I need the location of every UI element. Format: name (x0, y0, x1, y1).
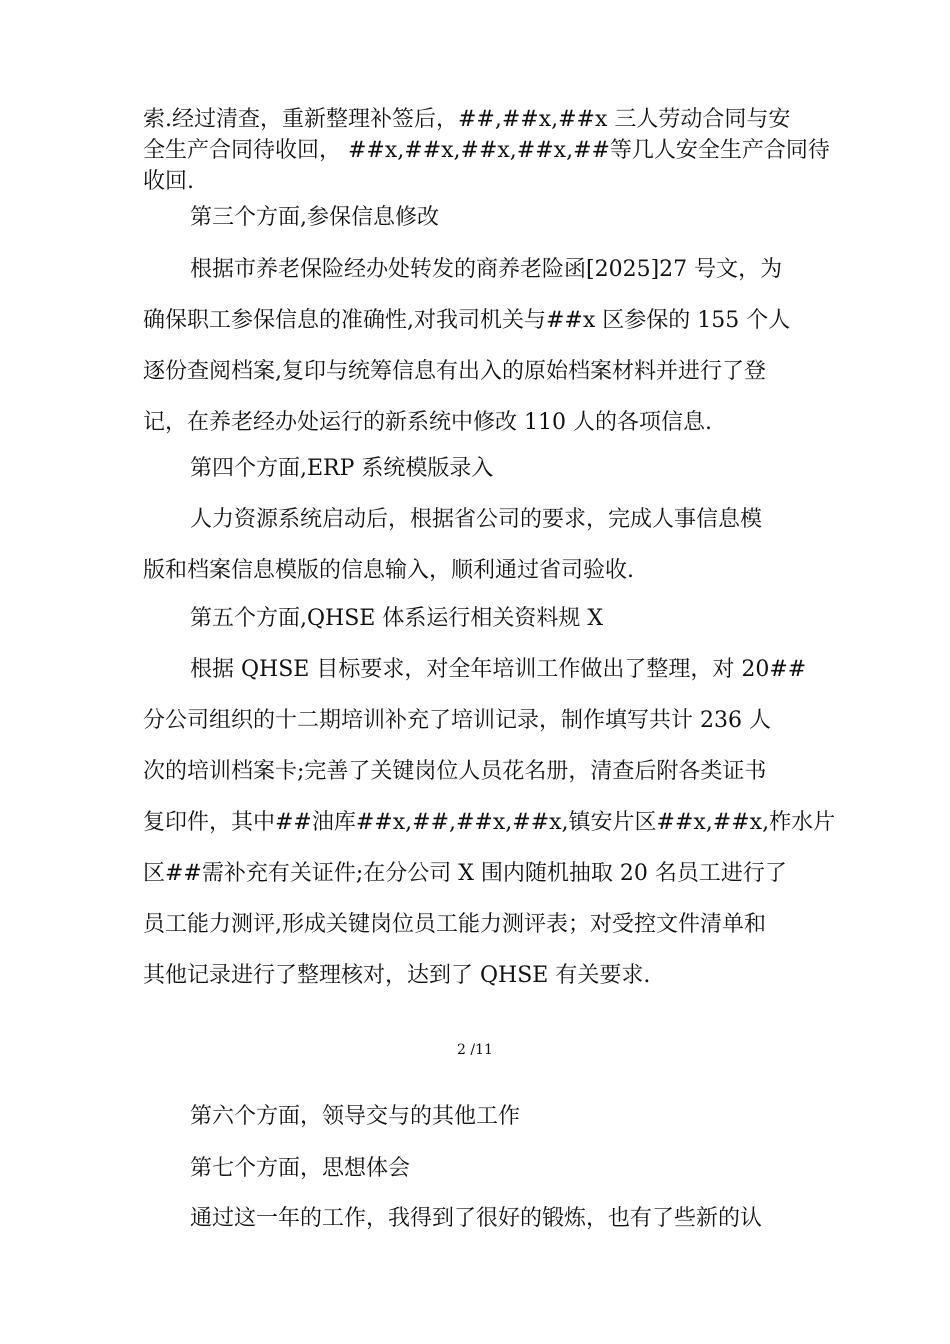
text-line: 版和档案信息模版的信息输入，顺利通过省司验收. (143, 558, 634, 583)
text-line: 员工能力测评,形成关键岗位员工能力测评表；对受控文件清单和 (143, 912, 766, 937)
section-heading-6: 第六个方面，领导交与的其他工作 (190, 1104, 521, 1129)
section-heading-3: 第三个方面,参保信息修改 (190, 205, 439, 230)
text-line: 其他记录进行了整理核对，达到了 QHSE 有关要求. (143, 963, 651, 988)
text-line: 分公司组织的十二期培训补充了培训记录，制作填写共计 236 人 (143, 708, 771, 733)
text-line: 根据市养老保险经办处转发的商养老险函[2025]27 号文，为 (190, 257, 783, 282)
section-heading-7: 第七个方面，思想体会 (190, 1156, 411, 1181)
text-line: 收回. (143, 169, 194, 194)
text-line: 全生产合同待收回， ##x,##x,##x,##x,##等几人安全生产合同待 (143, 138, 830, 163)
section-heading-5: 第五个方面,QHSE 体系运行相关资料规 X (190, 606, 603, 631)
text-line: 根据 QHSE 目标要求，对全年培训工作做出了整理，对 20## (190, 657, 807, 682)
section-heading-4: 第四个方面,ERP 系统模版录入 (190, 456, 494, 481)
paragraph-section-4 (143, 504, 823, 606)
text-line: 区##需补充有关证件;在分公司 X 围内随机抽取 20 名员工进行了 (143, 861, 787, 886)
paragraph-section-3 (143, 254, 823, 458)
continuation-paragraph (143, 104, 830, 197)
paragraph-section-7 (143, 1203, 823, 1254)
text-line: 人力资源系统启动后，根据省公司的要求，完成人事信息模 (190, 507, 763, 532)
paragraph-section-5 (143, 654, 836, 1011)
text-line: 通过这一年的工作，我得到了很好的锻炼，也有了些新的认 (190, 1206, 763, 1231)
text-line: 索.经过清查，重新整理补签后，##,##x,##x 三人劳动合同与安 (143, 107, 791, 132)
text-line: 记，在养老经办处运行的新系统中修改 110 人的各项信息. (143, 410, 712, 435)
text-line: 次的培训档案卡;完善了关键岗位人员花名册，清查后附各类证书 (143, 759, 767, 784)
text-line: 逐份查阅档案,复印与统筹信息有出入的原始档案材料并进行了登 (143, 359, 766, 384)
text-line: 确保职工参保信息的准确性,对我司机关与##x 区参保的 155 个人 (143, 308, 791, 333)
text-line: 复印件，其中##油库##x,##,##x,##x,镇安片区##x,##x,柞水片 (143, 810, 836, 835)
page-number: 2 /11 (457, 1042, 493, 1058)
